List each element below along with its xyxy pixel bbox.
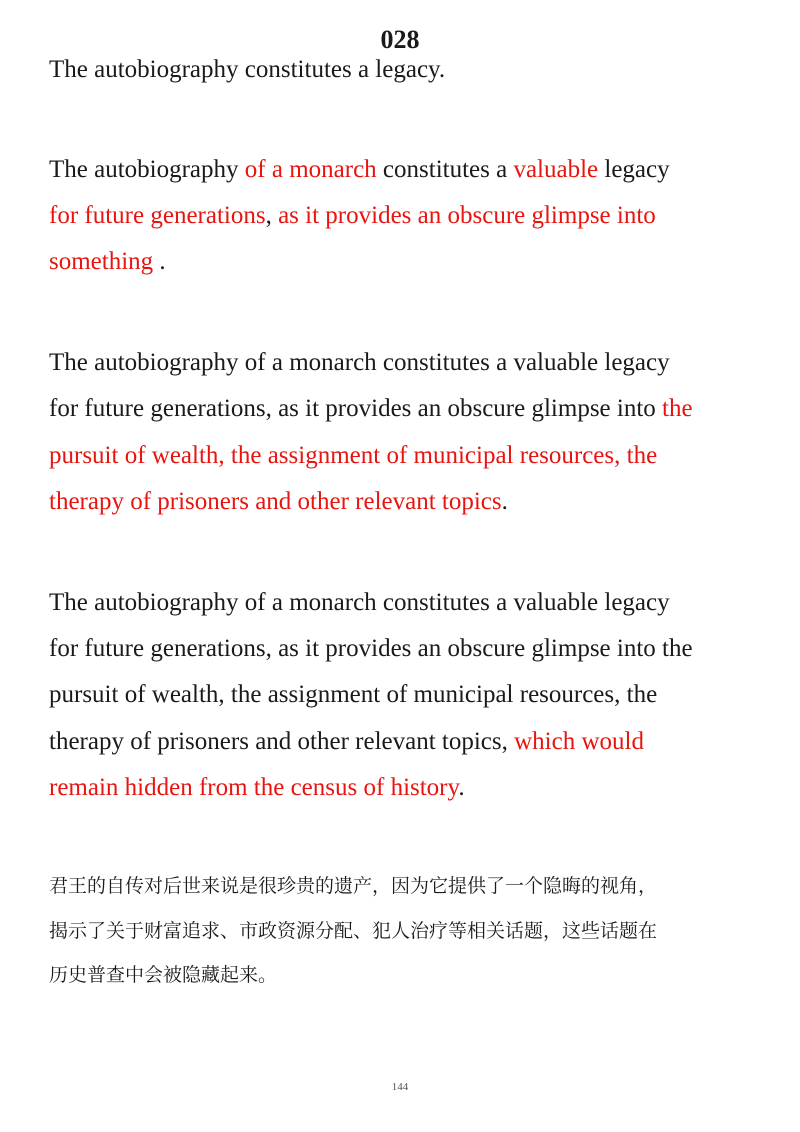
lesson-number: 028 xyxy=(380,25,420,54)
sentence-2-line-2 xyxy=(49,200,656,232)
highlighted-text: for future generations xyxy=(49,202,266,229)
plain-text: . xyxy=(458,774,465,801)
plain-text: constitutes a xyxy=(376,156,514,183)
sentence-1: The autobiography constitutes a legacy. xyxy=(49,56,446,83)
highlighted-text: the xyxy=(662,395,693,422)
translation-line-3: 历史普查中会被隐藏起来。 xyxy=(49,964,278,986)
plain-text: . xyxy=(153,248,166,275)
sentence-2-line-1 xyxy=(49,154,670,186)
sentence-4-line-4 xyxy=(49,726,644,758)
sentence-4-line-3: pursuit of wealth, the assignment of municipal resources, the xyxy=(49,681,658,708)
highlighted-text: valuable xyxy=(513,156,599,183)
sentence-4-line-1: The autobiography of a monarch constitutes a valuable legacy xyxy=(49,589,670,616)
plain-text: . xyxy=(501,488,508,515)
highlighted-text: which would xyxy=(514,728,644,755)
sentence-3-line-2 xyxy=(49,393,693,425)
sentence-4-line-2: for future generations, as it provides an obscure glimpse into the xyxy=(49,635,693,662)
highlighted-text: of a monarch xyxy=(244,156,377,183)
plain-text: for future generations, as it provides an obscure glimpse into xyxy=(49,395,663,422)
plain-text: legacy xyxy=(598,156,670,183)
plain-text: , xyxy=(265,202,279,229)
sentence-3-line-1: The autobiography of a monarch constitutes a valuable legacy xyxy=(49,349,670,376)
sentence-4-line-5 xyxy=(49,772,465,804)
plain-text: therapy of prisoners and other relevant topics, xyxy=(49,728,515,755)
sentence-2-line-3 xyxy=(49,246,166,278)
sentence-3-line-4 xyxy=(49,486,508,518)
highlighted-text: remain hidden from the census of history xyxy=(49,774,459,801)
highlighted-text: as it provides an obscure glimpse into xyxy=(278,202,656,229)
plain-text: The autobiography xyxy=(49,156,245,183)
highlighted-text: therapy of prisoners and other relevant topics xyxy=(49,488,502,515)
translation-line-2: 揭示了关于财富追求、市政资源分配、犯人治疗等相关话题，这些话题在 xyxy=(49,920,658,942)
translation-line-1: 君王的自传对后世来说是很珍贵的遗产，因为它提供了一个隐晦的视角， xyxy=(49,875,658,897)
highlighted-text: something xyxy=(49,248,154,275)
sentence-3-line-3: pursuit of wealth, the assignment of municipal resources, the xyxy=(49,442,658,469)
page-footer-number: 144 xyxy=(391,1081,409,1093)
